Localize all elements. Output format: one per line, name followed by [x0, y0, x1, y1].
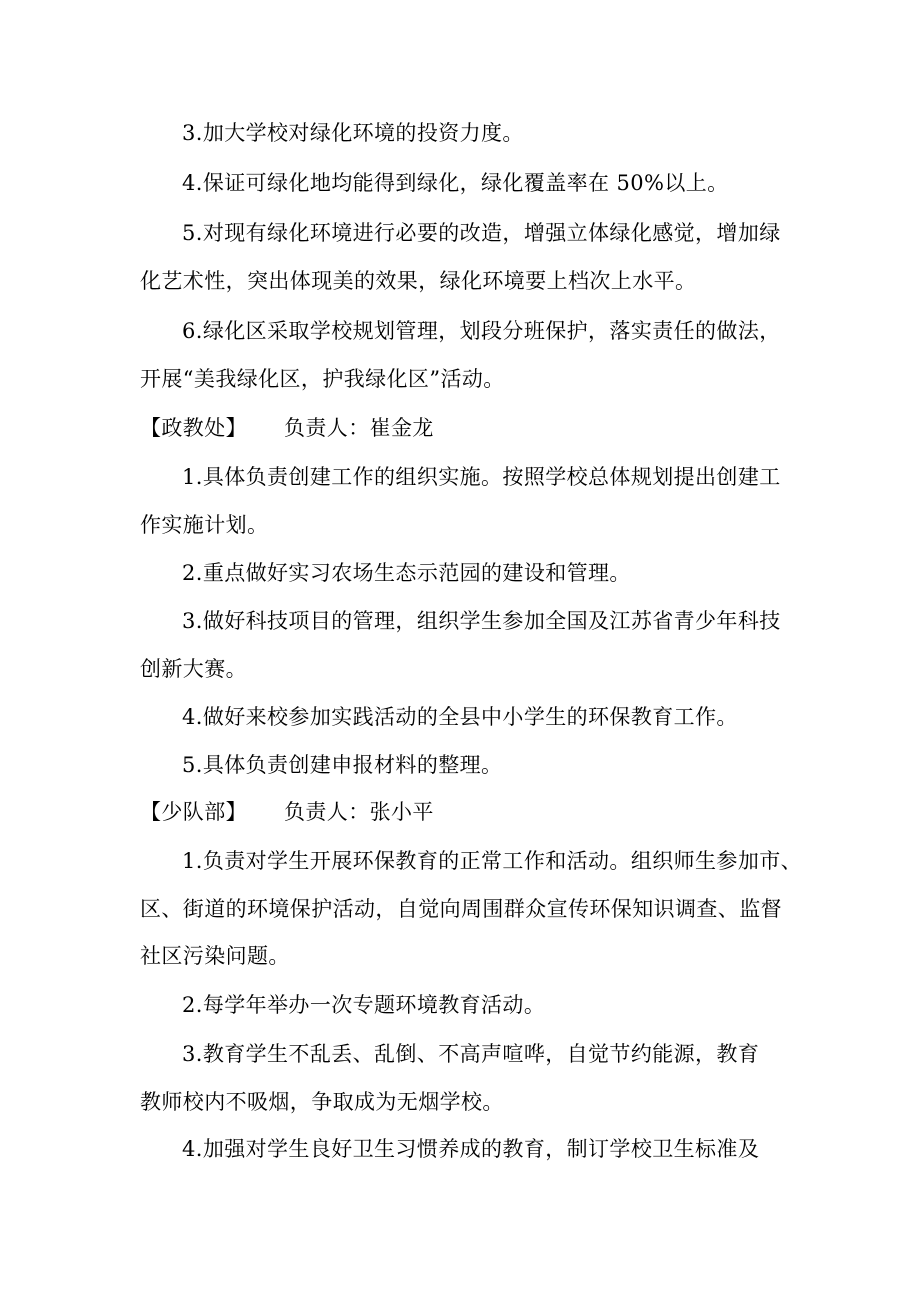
greening-item-4-line-1: 4.保证可绿化地均能得到绿化，绿化覆盖率在 50%以上。 [182, 171, 729, 195]
pioneers-item-1-line-1: 1.负责对学生开展环保教育的正常工作和活动。组织师生参加市、 [182, 849, 803, 873]
political-item-1-line-2: 作实施计划。 [140, 513, 269, 537]
greening-item-3-line-1: 3.加大学校对绿化环境的投资力度。 [182, 121, 524, 145]
greening-item-6-line-1: 6.绿化区采取学校规划管理，划段分班保护，落实责任的做法， [182, 319, 781, 343]
political-item-1-line-1: 1.具体负责创建工作的组织实施。按照学校总体规划提出创建工 [182, 465, 781, 489]
political-item-3-line-1: 3.做好科技项目的管理，组织学生参加全国及江苏省青少年科技 [182, 609, 781, 633]
political-item-2-line-1: 2.重点做好实习农场生态示范园的建设和管理。 [182, 561, 631, 585]
political-item-4-line-1: 4.做好来校参加实践活动的全县中小学生的环保教育工作。 [182, 705, 738, 729]
political-item-3-line-2: 创新大赛。 [140, 657, 247, 681]
section-heading-political-education: 【政教处】 [140, 416, 247, 440]
section-responsible-young-pioneers: 负责人：张小平 [284, 800, 434, 824]
pioneers-item-1-line-2: 区、街道的环境保护活动，自觉向周围群众宣传环保知识调查、监督 [140, 897, 782, 921]
greening-item-5-line-2: 化艺术性，突出体现美的效果，绿化环境要上档次上水平。 [140, 269, 697, 293]
pioneers-item-3-line-1: 3.教育学生不乱丢、乱倒、不高声喧哗，自觉节约能源，教育 [182, 1042, 760, 1066]
pioneers-item-3-line-2: 教师校内不吸烟，争取成为无烟学校。 [140, 1090, 504, 1114]
pioneers-item-2-line-1: 2.每学年举办一次专题环境教育活动。 [182, 993, 546, 1017]
pioneers-item-1-line-3: 社区污染问题。 [140, 944, 290, 968]
section-responsible-political-education: 负责人：崔金龙 [284, 416, 434, 440]
section-heading-young-pioneers: 【少队部】 [140, 800, 247, 824]
greening-item-6-line-2: 开展“美我绿化区，护我绿化区”活动。 [140, 367, 505, 391]
political-item-5-line-1: 5.具体负责创建申报材料的整理。 [182, 753, 503, 777]
pioneers-item-4-line-1: 4.加强对学生良好卫生习惯养成的教育，制订学校卫生标准及 [182, 1137, 760, 1161]
greening-item-5-line-1: 5.对现有绿化环境进行必要的改造，增强立体绿化感觉，增加绿 [182, 221, 781, 245]
